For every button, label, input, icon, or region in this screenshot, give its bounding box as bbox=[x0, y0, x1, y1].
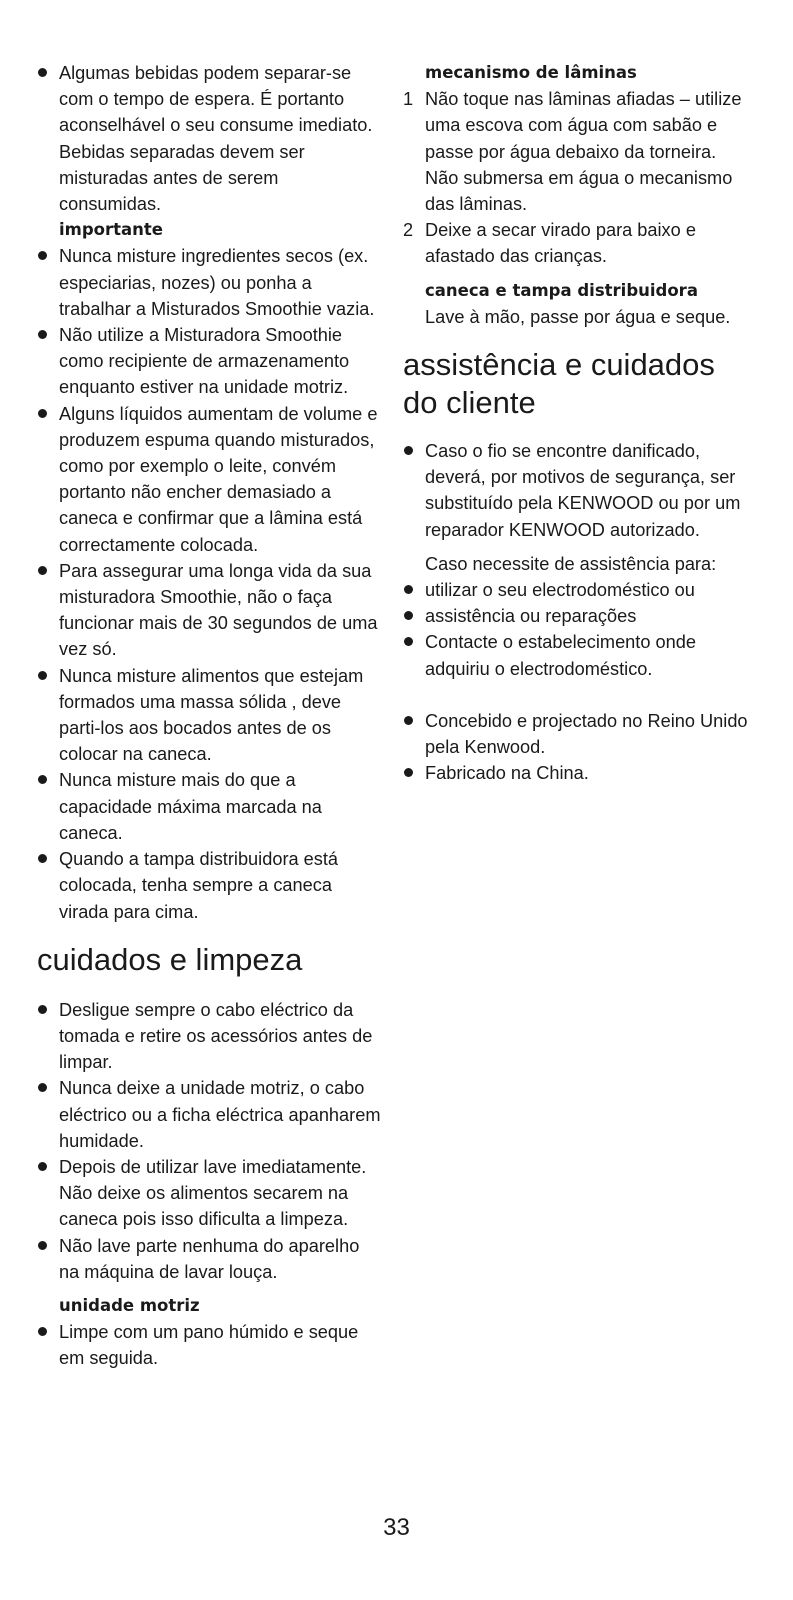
intro-list bbox=[37, 60, 382, 217]
step-text: Não toque nas lâminas afiadas – utilize uma escova com água com sabão e passe por água debaixo da torneira. Não submersa em água o mecanismo das lâminas. bbox=[425, 89, 742, 215]
list-item: utilizar o seu electrodoméstico ou bbox=[403, 577, 753, 603]
list-item: Nunca deixe a unidade motriz, o cabo eléctrico ou a ficha eléctrica apanharem humidade. bbox=[37, 1075, 382, 1154]
blade-mechanism-heading: mecanismo de lâminas bbox=[425, 63, 637, 82]
list-item: assistência ou reparações bbox=[403, 603, 753, 629]
motor-unit-heading: unidade motriz bbox=[59, 1295, 200, 1315]
list-item: Desligue sempre o cabo eléctrico da tomada e retire os acessórios antes de limpar. bbox=[37, 997, 382, 1076]
jug-lid-text: Lave à mão, passe por água e seque. bbox=[425, 306, 731, 327]
step-number: 1 bbox=[403, 89, 414, 110]
service-list bbox=[403, 438, 753, 543]
page-number: 33 bbox=[383, 1514, 410, 1541]
important-list bbox=[37, 243, 382, 924]
left-column bbox=[37, 60, 382, 1372]
list-item: Não utilize a Misturadora Smoothie como recipiente de armazenamento enquanto estiver na unidade motriz. bbox=[37, 322, 382, 401]
numbered-step bbox=[403, 86, 753, 217]
motor-list bbox=[37, 1319, 382, 1371]
list-item: Algumas bebidas podem separar-se com o tempo de espera. É portanto aconselhável o seu consume imediato. Bebidas separadas devem ser misturadas antes de serem consumidas. bbox=[37, 60, 382, 217]
spacer bbox=[403, 682, 753, 708]
care-section-heading: cuidados e limpeza bbox=[37, 941, 303, 977]
jug-lid-heading: caneca e tampa distribuidora bbox=[425, 280, 698, 300]
care-list bbox=[37, 997, 382, 1285]
list-item: Limpe com um pano húmido e seque em seguida. bbox=[37, 1319, 382, 1371]
list-item: Fabricado na China. bbox=[403, 760, 753, 786]
list-item: Contacte o estabelecimento onde adquiriu o electrodoméstico. bbox=[403, 629, 753, 681]
list-item: Não lave parte nenhuma do aparelho na máquina de lavar louça. bbox=[37, 1233, 382, 1285]
right-column bbox=[403, 60, 753, 786]
list-item: Depois de utilizar lave imediatamente. Não deixe os alimentos secarem na caneca pois isso dificulta a limpeza. bbox=[37, 1154, 382, 1233]
list-item: Nunca misture mais do que a capacidade máxima marcada na caneca. bbox=[37, 767, 382, 846]
blade-steps bbox=[403, 86, 753, 269]
list-item: Alguns líquidos aumentam de volume e produzem espuma quando misturados, como por exemplo o leite, convém portanto não encher demasiado a caneca e confirmar que a lâmina está correctamente colocada. bbox=[37, 401, 382, 558]
list-item: Caso o fio se encontre danificado, deverá, por motivos de segurança, ser substituído pela KENWOOD ou por um reparador KENWOOD autorizado. bbox=[403, 438, 753, 543]
service-intro: Caso necessite de assistência para: bbox=[425, 553, 717, 574]
list-item: Nunca misture alimentos que estejam formados uma massa sólida , deve parti-los aos bocados antes de os colocar na caneca. bbox=[37, 663, 382, 768]
step-number: 2 bbox=[403, 220, 414, 241]
service-needs-list bbox=[403, 577, 753, 682]
step-text: Deixe a secar virado para baixo e afastado das crianças. bbox=[425, 220, 696, 267]
list-item: Nunca misture ingredientes secos (ex. especiarias, nozes) ou ponha a trabalhar a Misturados Smoothie vazia. bbox=[37, 243, 382, 322]
origin-list bbox=[403, 708, 753, 787]
list-item: Concebido e projectado no Reino Unido pela Kenwood. bbox=[403, 708, 753, 760]
list-item: Quando a tampa distribuidora está colocada, tenha sempre a caneca virada para cima. bbox=[37, 846, 382, 925]
important-heading: importante bbox=[59, 220, 163, 240]
numbered-step bbox=[403, 217, 753, 269]
list-item: Para assegurar uma longa vida da sua misturadora Smoothie, não o faça funcionar mais de 30 segundos de uma vez só. bbox=[37, 558, 382, 663]
service-section-heading: assistência e cuidados do cliente bbox=[403, 347, 715, 421]
